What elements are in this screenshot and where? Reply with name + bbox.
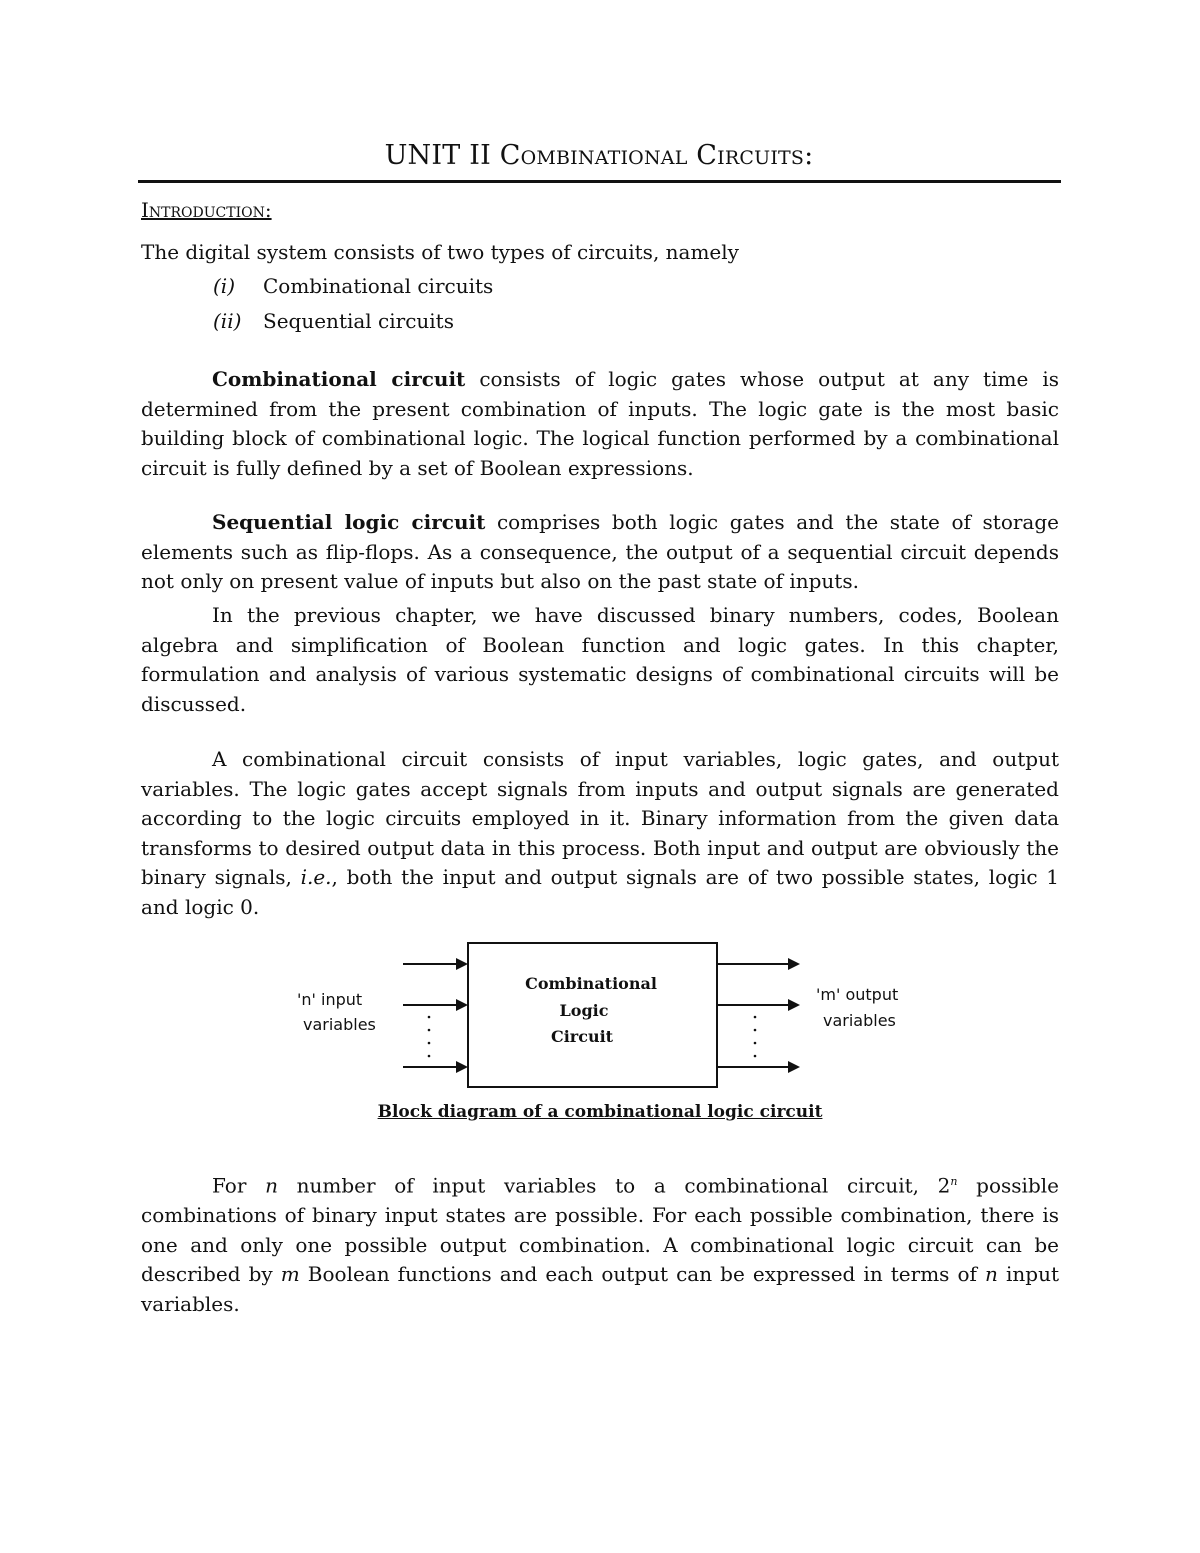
paragraph-text: For: [212, 1173, 266, 1198]
paragraph-previous-chapter: In the previous chapter, we have discussed binary numbers, codes, Boolean algebra and simplification of Boolean function and logic gates. In this chapter, formulation and analysis of various systematic designs of combinational circuits will be discussed.: [141, 603, 1059, 716]
paragraph-text: Boolean functions and each output can be expressed in terms of: [299, 1262, 986, 1287]
paragraph-combinational: [141, 365, 1059, 483]
exponent-n: n: [950, 1175, 958, 1188]
paragraph-sequential: [141, 508, 1059, 597]
paragraph-text: number of input variables to a combinational circuit, 2: [277, 1173, 951, 1198]
box-label-line1: Combinational: [525, 974, 657, 993]
box-label-line3: Circuit: [550, 1027, 614, 1046]
box-label-line2: Logic: [559, 1001, 609, 1020]
section-heading: Introduction:: [141, 198, 272, 222]
list-item: [213, 274, 493, 298]
page-title: [138, 140, 1060, 171]
title-divider: [138, 180, 1061, 183]
paragraph-text: comprises both logic gates and the state of storage elements such as flip-flops. As a consequence, the output of a sequential circuit depends not only on present value of inputs but also on the past state of inputs.: [141, 510, 1059, 593]
input-ellipsis: [428, 1016, 431, 1058]
paragraph-text: input variables.: [141, 1262, 1059, 1316]
paragraph-circuit-description: [141, 745, 1059, 922]
list-text: Combinational circuits: [263, 274, 494, 298]
list-text: Sequential circuits: [263, 309, 454, 333]
intro-line: The digital system consists of two types of circuits, namely: [141, 240, 739, 264]
list-number: (i): [213, 274, 236, 298]
paragraph-text: , both the input and output signals are of two possible states, logic 1 and logic 0.: [141, 865, 1059, 919]
italic-m: m: [280, 1262, 300, 1287]
output-ellipsis: [754, 1016, 757, 1058]
output-label-line2: variables: [823, 1011, 896, 1030]
input-label-line1: 'n' input: [297, 990, 363, 1009]
list-item: [213, 309, 454, 333]
output-label-line1: 'm' output: [816, 985, 899, 1004]
diagram-caption: Block diagram of a combinational logic circuit: [377, 1102, 823, 1122]
title-unit: UNIT II: [384, 140, 491, 171]
title-subject: Combinational Circuits:: [499, 140, 814, 171]
list-number: (ii): [213, 309, 242, 333]
paragraph-text: possible combinations of binary input states are possible. For each possible combination, there is one and only one possible output combination. A combinational logic circuit can be described by: [141, 1173, 1059, 1287]
italic-n: n: [265, 1173, 278, 1198]
term-combinational: Combinational circuit: [212, 367, 466, 391]
paragraph-text: consists of logic gates whose output at any time is determined from the present combination of inputs. The logic gate is the most basic building block of combinational logic. The logical function performed by a combinational circuit is fully defined by a set of Boolean expressions.: [141, 367, 1059, 480]
italic-ie: i.e.: [300, 865, 332, 889]
italic-n: n: [985, 1262, 998, 1287]
block-diagram: [280, 935, 920, 1095]
term-sequential: Sequential logic circuit: [212, 510, 486, 534]
paragraph-input-combinations: [141, 1167, 1059, 1319]
input-label-line2: variables: [303, 1015, 376, 1034]
paragraph-text: A combinational circuit consists of input variables, logic gates, and output variables. The logic gates accept signals from inputs and output signals are generated according to the logic circuits employed in it. Binary information from the given data transforms to desired output data in this process. Both input and output are obviously the binary signals,: [141, 747, 1059, 889]
